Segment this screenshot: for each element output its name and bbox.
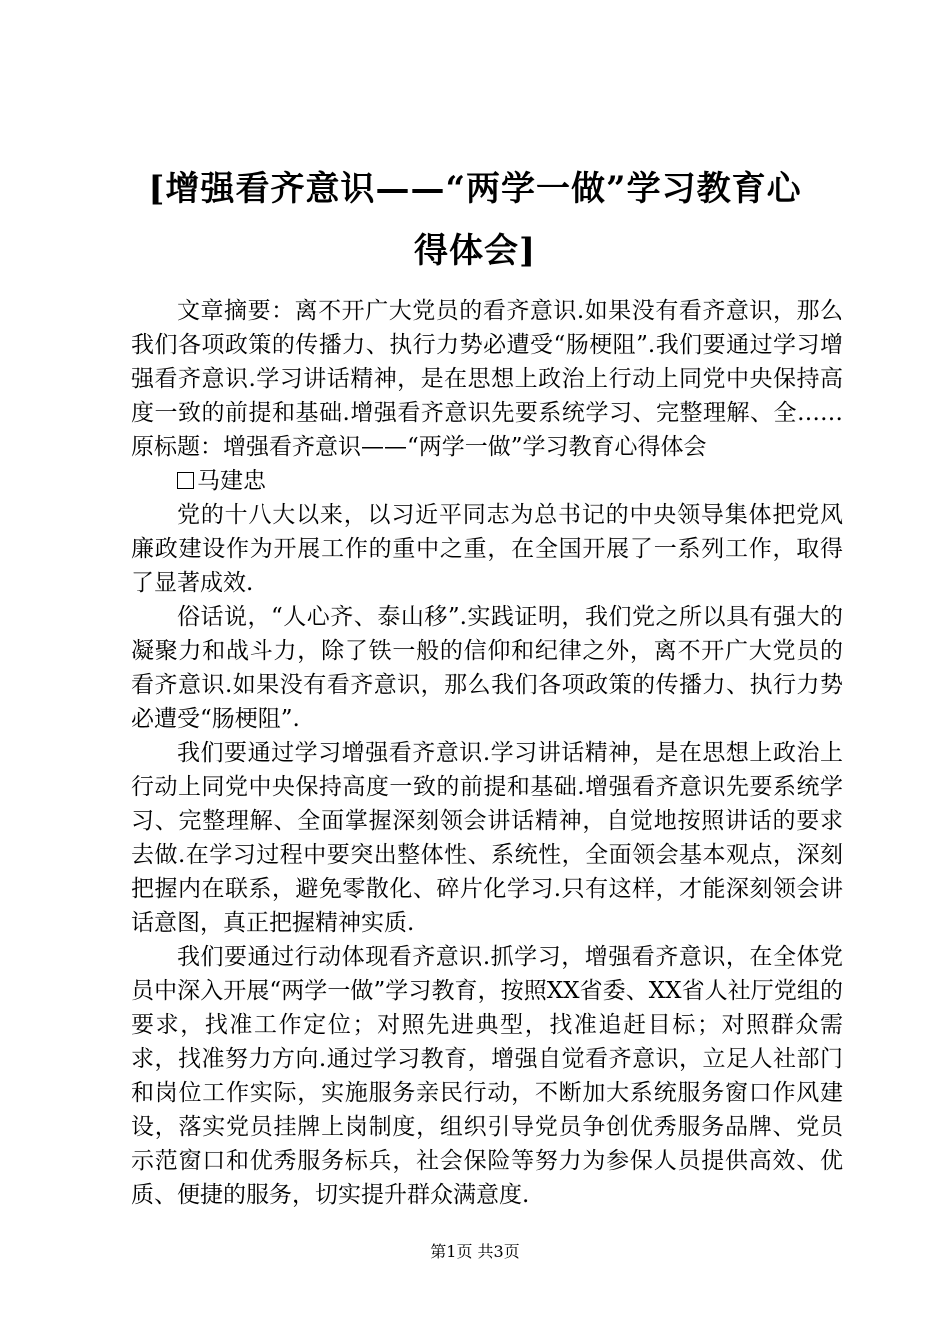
checkbox-square-icon	[177, 472, 194, 489]
abstract-paragraph: 文章摘要：离不开广大党员的看齐意识.如果没有看齐意识，那么我们各项政策的传播力、执行力势必遭受“肠梗阻”.我们要通过学习增强看齐意识.学习讲话精神，是在思想上政治上行动上同党中央保持高度一致的前提和基础.增强看齐意识先要系统学习、完整理解、全……原标题：增强看齐意识——“两学一做”学习教育心得体会	[131, 298, 843, 460]
title-line-1: [增强看齐意识——“两学一做”学习教育心	[148, 169, 802, 209]
body-paragraph-4: 我们要通过行动体现看齐意识.抓学习，增强看齐意识，在全体党员中深入开展“两学一做”学习教育，按照XX省委、XX省人社厅党组的要求，找准工作定位；对照先进典型，找准追赶目标；对照群众需求，找准努力方向.通过学习教育，增强自觉看齐意识，立足人社部门和岗位工作实际，实施服务亲民行动，不断加大系统服务窗口作风建设，落实党员挂牌上岗制度，组织引导党员争创优秀服务品牌、党员示范窗口和优秀服务标兵，社会保险等努力为参保人员提供高效、优质、便捷的服务，切实提升群众满意度.	[131, 944, 843, 1208]
body-paragraph-1: 党的十八大以来，以习近平同志为总书记的中央领导集体把党风廉政建设作为开展工作的重中之重，在全国开展了一系列工作，取得了显著成效.	[131, 502, 843, 596]
document-title	[80, 158, 870, 282]
body-paragraph-3: 我们要通过学习增强看齐意识.学习讲话精神，是在思想上政治上行动上同党中央保持高度一致的前提和基础.增强看齐意识先要系统学习、完整理解、全面掌握深刻领会讲话精神，自觉地按照讲话的要求去做.在学习过程中要突出整体性、系统性，全面领会基本观点，深刻把握内在联系，避免零散化、碎片化学习.只有这样，才能深刻领会讲话意图，真正把握精神实质.	[131, 740, 843, 936]
document-body	[131, 294, 843, 1212]
title-line-2: 得体会]	[413, 231, 537, 271]
author-line	[131, 464, 843, 498]
body-paragraph-2: 俗话说，“人心齐、泰山移”.实践证明，我们党之所以具有强大的凝聚力和战斗力，除了铁一般的信仰和纪律之外，离不开广大党员的看齐意识.如果没有看齐意识，那么我们各项政策的传播力、执行力势必遭受“肠梗阻”.	[131, 604, 843, 732]
page-number: 第1页 共3页	[430, 1242, 520, 1261]
page-footer	[0, 1241, 950, 1263]
author-name: 马建忠	[197, 468, 266, 494]
